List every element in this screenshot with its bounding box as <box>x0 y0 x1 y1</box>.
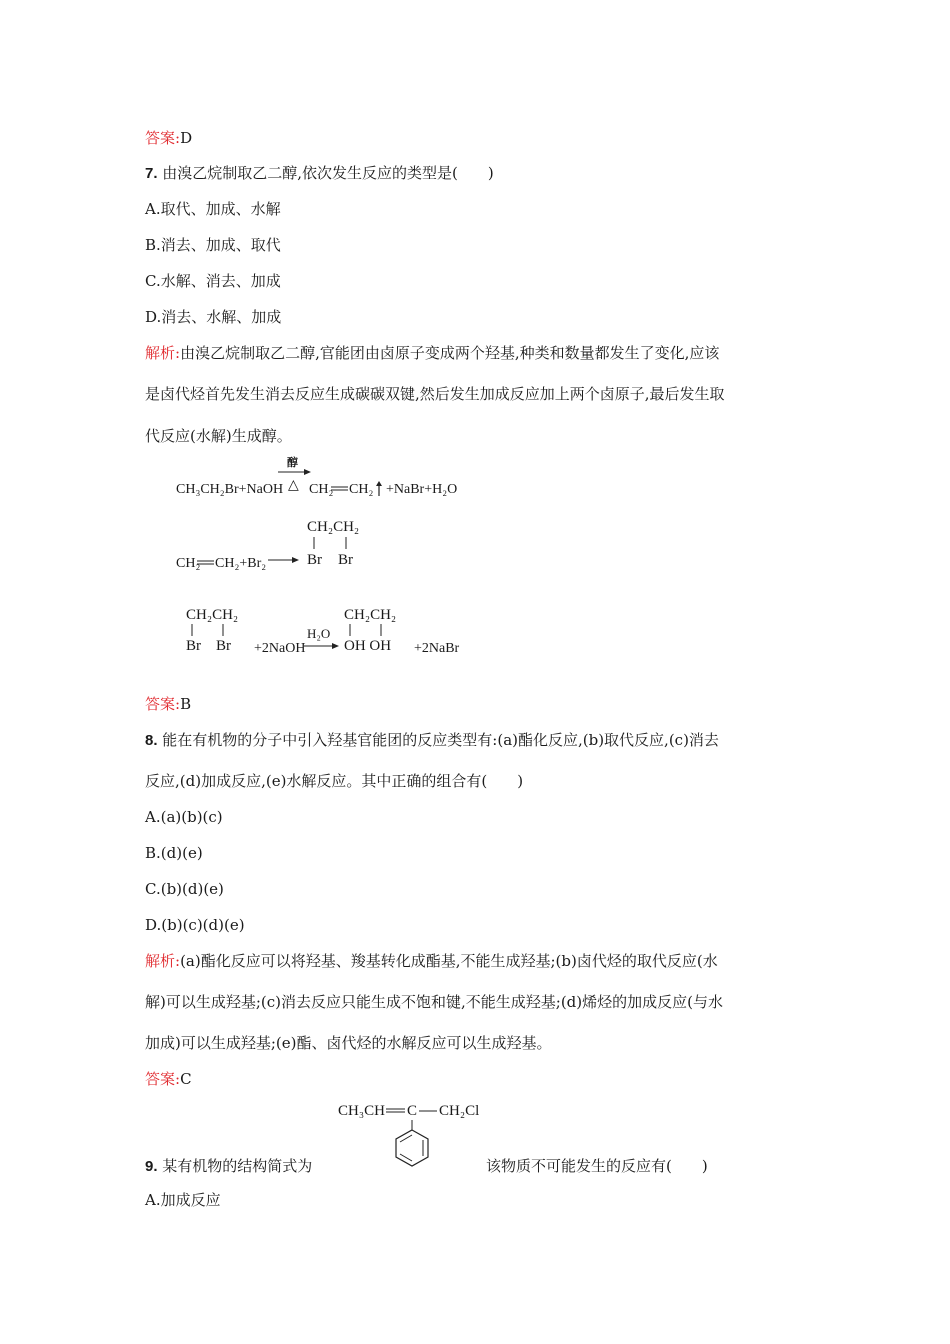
reaction1-right-c: +NaBr+H₂O <box>386 482 458 497</box>
q8-option-a: A.(a)(b)(c) <box>145 808 223 826</box>
question-number: 8. <box>145 732 158 749</box>
structure-right: CH₂Cl <box>439 1103 480 1119</box>
question-text: 能在有机物的分子中引入羟基官能团的反应类型有:(a)酯化反应,(b)取代反应,(c)消去 <box>157 731 719 749</box>
q8-answer <box>145 1069 192 1089</box>
answer-value: C <box>180 1070 192 1088</box>
answer-value: B <box>180 695 192 713</box>
reaction3-br1: Br <box>186 638 201 654</box>
reaction3-bonds-right <box>349 624 389 638</box>
q7-option-c: C.水解、消去、加成 <box>145 272 281 290</box>
structure-single-bond <box>419 1110 439 1114</box>
double-bond-2 <box>197 560 215 566</box>
reaction1-right-a: CH₂ <box>309 482 334 497</box>
analysis-label: 解析: <box>145 344 181 362</box>
analysis-text: 由溴乙烷制取乙二醇,官能团由卤原子变成两个羟基,种类和数量都发生了变化,应该 <box>180 344 720 362</box>
reaction2-prod-top: CH₂CH₂ <box>307 519 360 535</box>
reaction2-arrow <box>268 556 300 564</box>
question-8-stem-2: 反应,(d)加成反应,(e)水解反应。其中正确的组合有( ) <box>145 772 524 790</box>
reaction3-reagent: +2NaOH <box>254 641 306 656</box>
q7-analysis-line-2: 是卤代烃首先发生消去反应生成碳碳双键,然后发生加成反应加上两个卤原子,最后发生取 <box>145 385 725 403</box>
q7-answer <box>145 694 191 714</box>
reaction1-cond-top: 醇 <box>287 457 298 469</box>
reaction1-right-b: CH₂ <box>349 482 374 497</box>
reaction2-left-b: CH₂+Br₂ <box>215 556 267 571</box>
structure-left: CH₃CH <box>338 1103 385 1119</box>
reaction3-tail: +2NaBr <box>414 641 460 656</box>
q7-option-a: A.取代、加成、水解 <box>145 200 281 218</box>
structure-double-bond <box>386 1108 406 1114</box>
reaction2-br2: Br <box>338 552 353 568</box>
q7-option-d: D.消去、水解、加成 <box>145 308 282 326</box>
reaction3-oh: OH OH <box>344 638 392 654</box>
answer-prev <box>145 128 192 148</box>
reaction1-cond-bottom: △ <box>288 478 299 493</box>
q8-option-b: B.(d)(e) <box>145 844 203 862</box>
q7-analysis-line-1 <box>145 343 719 363</box>
q8-analysis-line-1 <box>145 951 718 971</box>
q7-analysis-line-3: 代反应(水解)生成醇。 <box>145 427 292 445</box>
answer-value: D <box>180 129 193 147</box>
benzene-ring <box>390 1120 434 1176</box>
double-bond-1 <box>331 486 349 492</box>
question-number: 9. <box>145 1158 158 1175</box>
question-number: 7. <box>145 165 158 182</box>
gas-up-arrow <box>375 481 383 497</box>
answer-label: 答案: <box>145 1070 181 1088</box>
question-9-stem-a <box>145 1156 312 1177</box>
reaction3-arrow <box>304 642 340 650</box>
reaction1-arrow <box>278 468 312 476</box>
question-text: 由溴乙烷制取乙二醇,依次发生反应的类型是( ) <box>157 164 494 182</box>
structure-c: C <box>407 1103 418 1119</box>
reaction3-br2: Br <box>216 638 231 654</box>
question-8-stem-1 <box>145 730 719 751</box>
reaction2-br1: Br <box>307 552 322 568</box>
analysis-label: 解析: <box>145 952 181 970</box>
q8-option-d: D.(b)(c)(d)(e) <box>145 916 245 934</box>
reaction2-bonds <box>313 537 353 551</box>
q8-option-c: C.(b)(d)(e) <box>145 880 224 898</box>
q7-option-b: B.消去、加成、取代 <box>145 236 281 254</box>
answer-label: 答案: <box>145 129 181 147</box>
analysis-text: (a)酯化反应可以将羟基、羧基转化成酯基,不能生成羟基;(b)卤代烃的取代反应(水 <box>180 952 718 970</box>
reaction1-left: CH₃CH₂Br+NaOH <box>176 482 284 497</box>
reaction3-top: CH₂CH₂ <box>186 607 239 623</box>
question-7-stem <box>145 163 494 184</box>
q8-analysis-line-3: 加成)可以生成羟基;(e)酯、卤代烃的水解反应可以生成羟基。 <box>145 1034 552 1052</box>
reaction3-bonds-left <box>191 624 231 638</box>
question-9-stem-b: 该物质不可能发生的反应有( ) <box>486 1157 708 1175</box>
reaction2-left-a: CH₂ <box>176 556 201 571</box>
question-text: 某有机物的结构简式为 <box>157 1157 313 1175</box>
q8-analysis-line-2: 解)可以生成羟基;(c)消去反应只能生成不饱和键,不能生成羟基;(d)烯烃的加成反应(与水 <box>145 993 723 1011</box>
q9-option-a: A.加成反应 <box>145 1191 221 1209</box>
answer-label: 答案: <box>145 695 181 713</box>
reaction3-cond: H₂O <box>307 626 331 641</box>
reaction3-prod-top: CH₂CH₂ <box>344 607 397 623</box>
